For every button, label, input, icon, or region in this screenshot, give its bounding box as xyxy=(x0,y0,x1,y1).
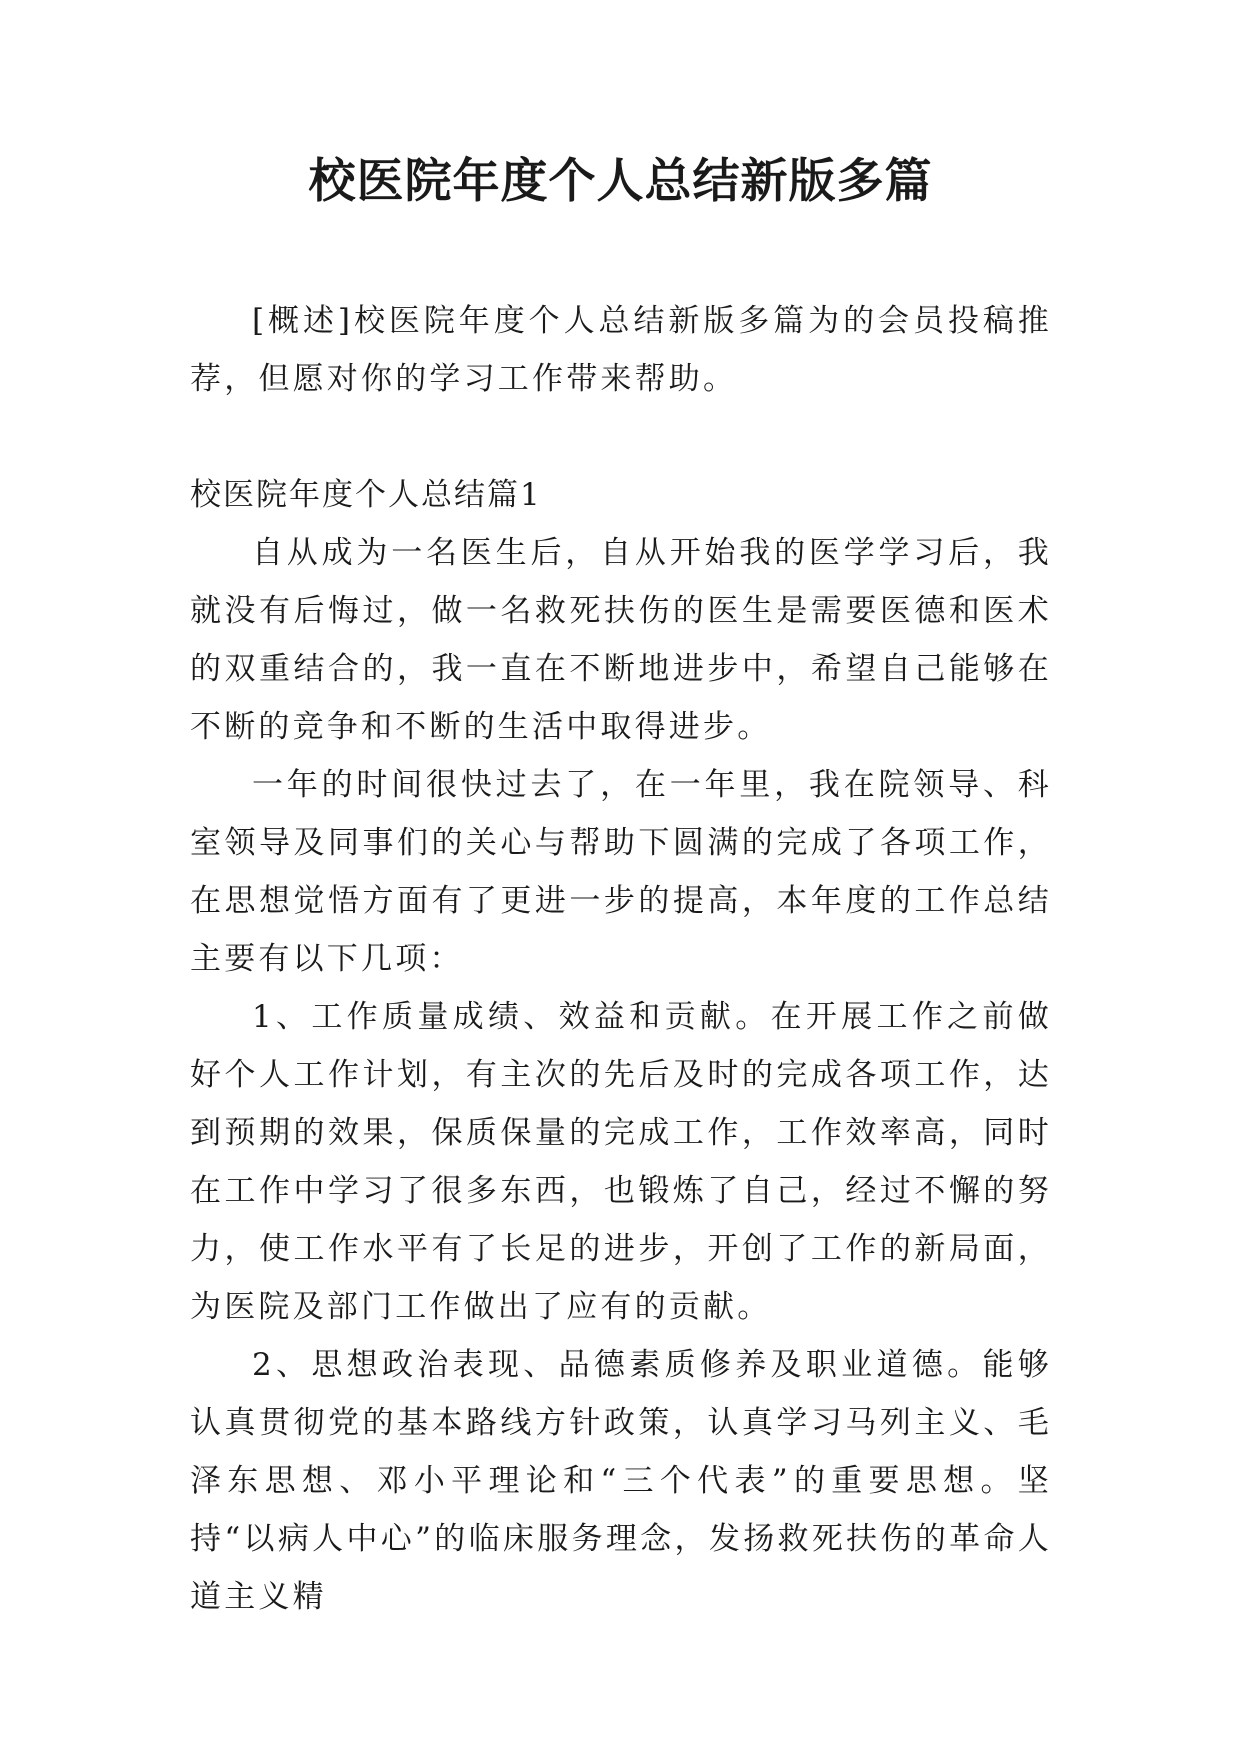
document-body xyxy=(190,292,1052,1626)
body-paragraph: 2、思想政治表现、品德素质修养及职业道德。能够认真贯彻党的基本路线方针政策，认真学习马列主义、毛泽东思想、邓小平理论和“三个代表”的重要思想。坚持“以病人中心”的临床服务理念，发扬救死扶伤的革命人道主义精 xyxy=(190,1347,1052,1615)
body-paragraph: 一年的时间很快过去了，在一年里，我在院领导、科室领导及同事们的关心与帮助下圆满的完成了各项工作，在思想觉悟方面有了更进一步的提高，本年度的工作总结主要有以下几项： xyxy=(190,767,1052,977)
body-paragraph: 自从成为一名医生后，自从开始我的医学学习后，我就没有后悔过，做一名救死扶伤的医生是需要医德和医术的双重结合的，我一直在不断地进步中，希望自己能够在不断的竞争和不断的生活中取得进步。 xyxy=(190,535,1052,745)
document-title: 校医院年度个人总结新版多篇 xyxy=(308,154,933,209)
summary-paragraph: [概述]校医院年度个人总结新版多篇为的会员投稿推荐，但愿对你的学习工作带来帮助。 xyxy=(190,303,1052,397)
section-heading: 校医院年度个人总结篇1 xyxy=(190,477,542,513)
body-paragraph: 1、工作质量成绩、效益和贡献。在开展工作之前做好个人工作计划，有主次的先后及时的完成各项工作，达到预期的效果，保质保量的完成工作，工作效率高，同时在工作中学习了很多东西，也锻炼了自己，经过不懈的努力，使工作水平有了长足的进步，开创了工作的新局面，为医院及部门工作做出了应有的贡献。 xyxy=(190,999,1052,1325)
